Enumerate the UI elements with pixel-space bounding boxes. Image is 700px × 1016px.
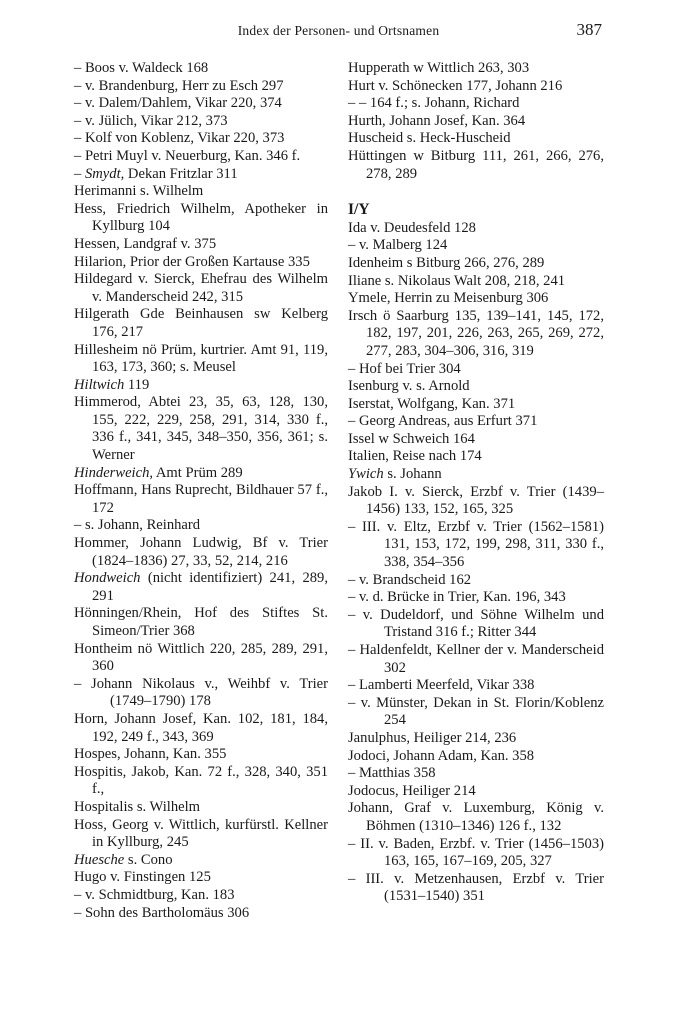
entry-text: Hessen, Landgraf v. 375	[74, 235, 217, 252]
index-entry	[74, 852, 328, 870]
entry-dash: –	[74, 165, 85, 182]
index-entry	[74, 183, 328, 201]
entry-text: – III. v. Metzenhausen, Erzbf v. Trier (1531–1540) 351	[348, 870, 604, 905]
index-entry	[74, 482, 328, 517]
entry-text: Hilgerath Gde Beinhausen sw Kelberg 176, 217	[74, 306, 328, 340]
entry-text: – Lamberti Meerfeld, Vikar 338	[348, 677, 535, 694]
index-entry	[74, 799, 328, 817]
index-subentry	[74, 78, 328, 96]
entry-text: – v. Brandenburg, Herr zu Esch 297	[74, 77, 284, 94]
index-subentry	[348, 695, 604, 730]
entry-text: Huscheid s. Heck-Huscheid	[348, 130, 511, 147]
entry-text: Ida v. Deudesfeld 128	[348, 219, 476, 236]
entry-text: – – 164 f.; s. Johann, Richard	[348, 95, 520, 112]
entry-text: Hommer, Johann Ludwig, Bf v. Trier (1824–1836) 27, 33, 52, 214, 216	[74, 535, 328, 569]
index-entry	[74, 817, 328, 852]
index-subentry	[348, 607, 604, 642]
index-subentry	[348, 95, 604, 113]
index-subentry	[74, 887, 328, 905]
entry-text: Janulphus, Heiliger 214, 236	[348, 729, 517, 746]
entry-text: – Hof bei Trier 304	[348, 360, 461, 377]
index-subentry	[74, 676, 328, 711]
entry-text: Ymele, Herrin zu Meisenburg 306	[348, 290, 549, 307]
entry-text: Johann, Graf v. Luxemburg, König v. Böhmen (1310–1346) 126 f., 132	[348, 800, 604, 834]
index-entry	[348, 220, 604, 238]
index-entry	[74, 394, 328, 464]
entry-text: Iserstat, Wolfgang, Kan. 371	[348, 395, 516, 412]
entry-text: Isenburg v. s. Arnold	[348, 378, 470, 395]
entry-italic-term: Smydt	[84, 165, 121, 182]
entry-text: Horn, Johann Josef, Kan. 102, 181, 184, 192, 249 f., 343, 369	[74, 710, 328, 745]
entry-text: s. Cono	[124, 851, 173, 868]
entry-text: – v. Dalem/Dahlem, Vikar 220, 374	[74, 95, 282, 112]
index-entry	[348, 431, 604, 449]
page-header	[75, 20, 602, 44]
index-entry	[74, 377, 328, 395]
index-entry	[348, 130, 604, 148]
entry-text: – v. d. Brücke in Trier, Kan. 196, 343	[348, 589, 566, 606]
index-subentry	[348, 413, 604, 431]
entry-text: (nicht identifiziert) 241, 289, 291	[92, 570, 328, 604]
index-subentry	[348, 237, 604, 255]
index-entry	[74, 711, 328, 746]
entry-italic-term: Huesche	[74, 851, 125, 868]
entry-text: Hospes, Johann, Kan. 355	[74, 746, 227, 763]
index-entry	[348, 78, 604, 96]
entry-text: Hospitalis s. Wilhelm	[74, 798, 201, 815]
entry-text: Hontheim nö Wittlich 220, 285, 289, 291, 360	[74, 640, 328, 675]
entry-text: Hupperath w Wittlich 263, 303	[348, 60, 530, 76]
entry-text: s. Johann	[383, 466, 442, 483]
entry-text: – II. v. Baden, Erzbf. v. Trier (1456–1503) 163, 165, 167–169, 205, 327	[348, 835, 604, 870]
index-entry	[348, 378, 604, 396]
index-subentry	[74, 95, 328, 113]
entry-text: – Boos v. Waldeck 168	[74, 60, 209, 76]
index-subentry	[74, 60, 328, 78]
entry-text: Hoffmann, Hans Ruprecht, Bildhauer 57 f., 172	[74, 482, 328, 516]
entry-text: Jakob I. v. Sierck, Erzbf v. Trier (1439–1456) 133, 152, 165, 325	[348, 483, 604, 518]
index-entry	[74, 869, 328, 887]
index-entry	[74, 342, 328, 377]
index-entry	[74, 764, 328, 799]
index-subentry	[348, 871, 604, 906]
entry-text: – Sohn des Bartholomäus 306	[74, 904, 250, 921]
entry-text: – Johann Nikolaus v., Weihbf v. Trier (1749–1790) 178	[74, 675, 328, 710]
entry-text: Jodoci, Johann Adam, Kan. 358	[348, 747, 535, 764]
entry-italic-term: Hinderweich	[74, 464, 150, 481]
index-entry	[348, 730, 604, 748]
entry-text: Hospitis, Jakob, Kan. 72 f., 328, 340, 351 f.,	[74, 763, 328, 798]
entry-text: Herimanni s. Wilhelm	[74, 183, 204, 200]
index-subentry	[74, 148, 328, 166]
index-entry	[74, 746, 328, 764]
index-subentry	[348, 572, 604, 590]
entry-text: Hurth, Johann Josef, Kan. 364	[348, 112, 526, 129]
index-subentry	[348, 589, 604, 607]
index-entry	[348, 396, 604, 414]
index-subentry	[348, 642, 604, 677]
index-entry	[74, 236, 328, 254]
index-entry	[74, 641, 328, 676]
entry-text: Idenheim s Bitburg 266, 276, 289	[348, 254, 545, 271]
index-entry	[348, 800, 604, 835]
index-entry	[74, 605, 328, 640]
entry-text: – v. Jülich, Vikar 212, 373	[74, 112, 228, 129]
index-section-heading: I/Y	[348, 201, 370, 219]
entry-text: , Dekan Fritzlar 311	[120, 165, 238, 182]
index-subentry	[348, 836, 604, 871]
entry-text: – v. Münster, Dekan in St. Florin/Koblenz 254	[348, 694, 604, 729]
index-subentry	[74, 130, 328, 148]
index-entry	[348, 748, 604, 766]
entry-text: Hurt v. Schönecken 177, Johann 216	[348, 77, 563, 94]
entry-text: Hugo v. Finstingen 125	[74, 869, 211, 886]
index-entry	[74, 306, 328, 341]
index-subentry	[348, 765, 604, 783]
entry-text: – v. Schmidtburg, Kan. 183	[74, 886, 235, 903]
index-entry	[74, 271, 328, 306]
entry-text: – Haldenfeldt, Kellner der v. Manderscheid 302	[348, 642, 604, 676]
entry-text: Hildegard v. Sierck, Ehefrau des Wilhelm v. Manderscheid 242, 315	[74, 271, 328, 305]
index-entry	[348, 308, 604, 361]
index-column-right	[348, 60, 604, 906]
entry-text: Hoss, Georg v. Wittlich, kurfürstl. Kellner in Kyllburg, 245	[74, 816, 328, 851]
index-subentry	[74, 113, 328, 131]
entry-text: – Petri Muyl v. Neuerburg, Kan. 346 f.	[74, 147, 301, 164]
entry-italic-term: Ywich	[348, 466, 384, 483]
index-entry	[348, 783, 604, 801]
index-entry	[348, 290, 604, 308]
entry-text: – Georg Andreas, aus Erfurt 371	[348, 413, 538, 430]
index-subentry	[348, 361, 604, 379]
entry-text: Himmerod, Abtei 23, 35, 63, 128, 130, 155, 222, 229, 258, 291, 314, 330 f., 336 f., 341, 345, 348–350, 356, 361; s. Werner	[74, 394, 328, 464]
entry-text: – III. v. Eltz, Erzbf v. Trier (1562–1581) 131, 153, 172, 199, 298, 311, 330 f., 338, 354–356	[348, 518, 604, 571]
index-entry	[74, 254, 328, 272]
entry-text: Hönningen/Rhein, Hof des Stiftes St. Simeon/Trier 368	[74, 605, 328, 639]
running-title: Index der Personen- und Ortsnamen	[237, 23, 440, 38]
entry-text: Jodocus, Heiliger 214	[348, 782, 476, 799]
index-entry	[348, 273, 604, 291]
entry-italic-term: Hondweich	[74, 570, 141, 587]
entry-italic-term: Hiltwich	[74, 376, 125, 393]
index-entry	[74, 535, 328, 570]
entry-text: Hüttingen w Bitburg 111, 261, 266, 276, 278, 289	[348, 147, 604, 182]
entry-text: – v. Brandscheid 162	[348, 571, 472, 588]
entry-text: Hillesheim nö Prüm, kurtrier. Amt 91, 119, 163, 173, 360; s. Meusel	[74, 341, 328, 376]
entry-text: Hess, Friedrich Wilhelm, Apotheker in Kyllburg 104	[74, 200, 328, 235]
index-entry	[348, 60, 604, 78]
index-entry	[348, 148, 604, 183]
index-subentry	[348, 519, 604, 572]
entry-text: – v. Malberg 124	[348, 237, 448, 254]
entry-text: – s. Johann, Reinhard	[74, 517, 201, 534]
entry-text: – Kolf von Koblenz, Vikar 220, 373	[74, 130, 285, 147]
index-subentry	[74, 166, 328, 184]
entry-text: – v. Dudeldorf, und Söhne Wilhelm und Tristand 316 f.; Ritter 344	[348, 606, 604, 641]
entry-text: Iliane s. Nikolaus Walt 208, 218, 241	[348, 272, 566, 289]
index-entry	[348, 255, 604, 273]
index-column-left	[74, 60, 328, 922]
index-entry	[74, 465, 328, 483]
index-subentry	[74, 517, 328, 535]
index-entry	[74, 570, 328, 605]
index-subentry	[74, 905, 328, 923]
index-entry	[348, 448, 604, 466]
index-entry	[348, 466, 604, 484]
entry-text: Issel w Schweich 164	[348, 430, 475, 447]
index-entry	[348, 484, 604, 519]
entry-text: Irsch ö Saarburg 135, 139–141, 145, 172, 182, 197, 201, 226, 263, 265, 269, 272, 277, 283, 304–306, 316, 319	[348, 307, 604, 359]
index-subentry	[348, 677, 604, 695]
entry-text: – Matthias 358	[348, 765, 436, 782]
index-entry	[348, 113, 604, 131]
index-entry	[74, 201, 328, 236]
entry-text: 119	[124, 376, 150, 393]
page-number: 387	[576, 20, 602, 39]
entry-text: Hilarion, Prior der Großen Kartause 335	[74, 253, 310, 270]
entry-text: , Amt Prüm 289	[149, 464, 243, 481]
entry-text: Italien, Reise nach 174	[348, 448, 482, 465]
